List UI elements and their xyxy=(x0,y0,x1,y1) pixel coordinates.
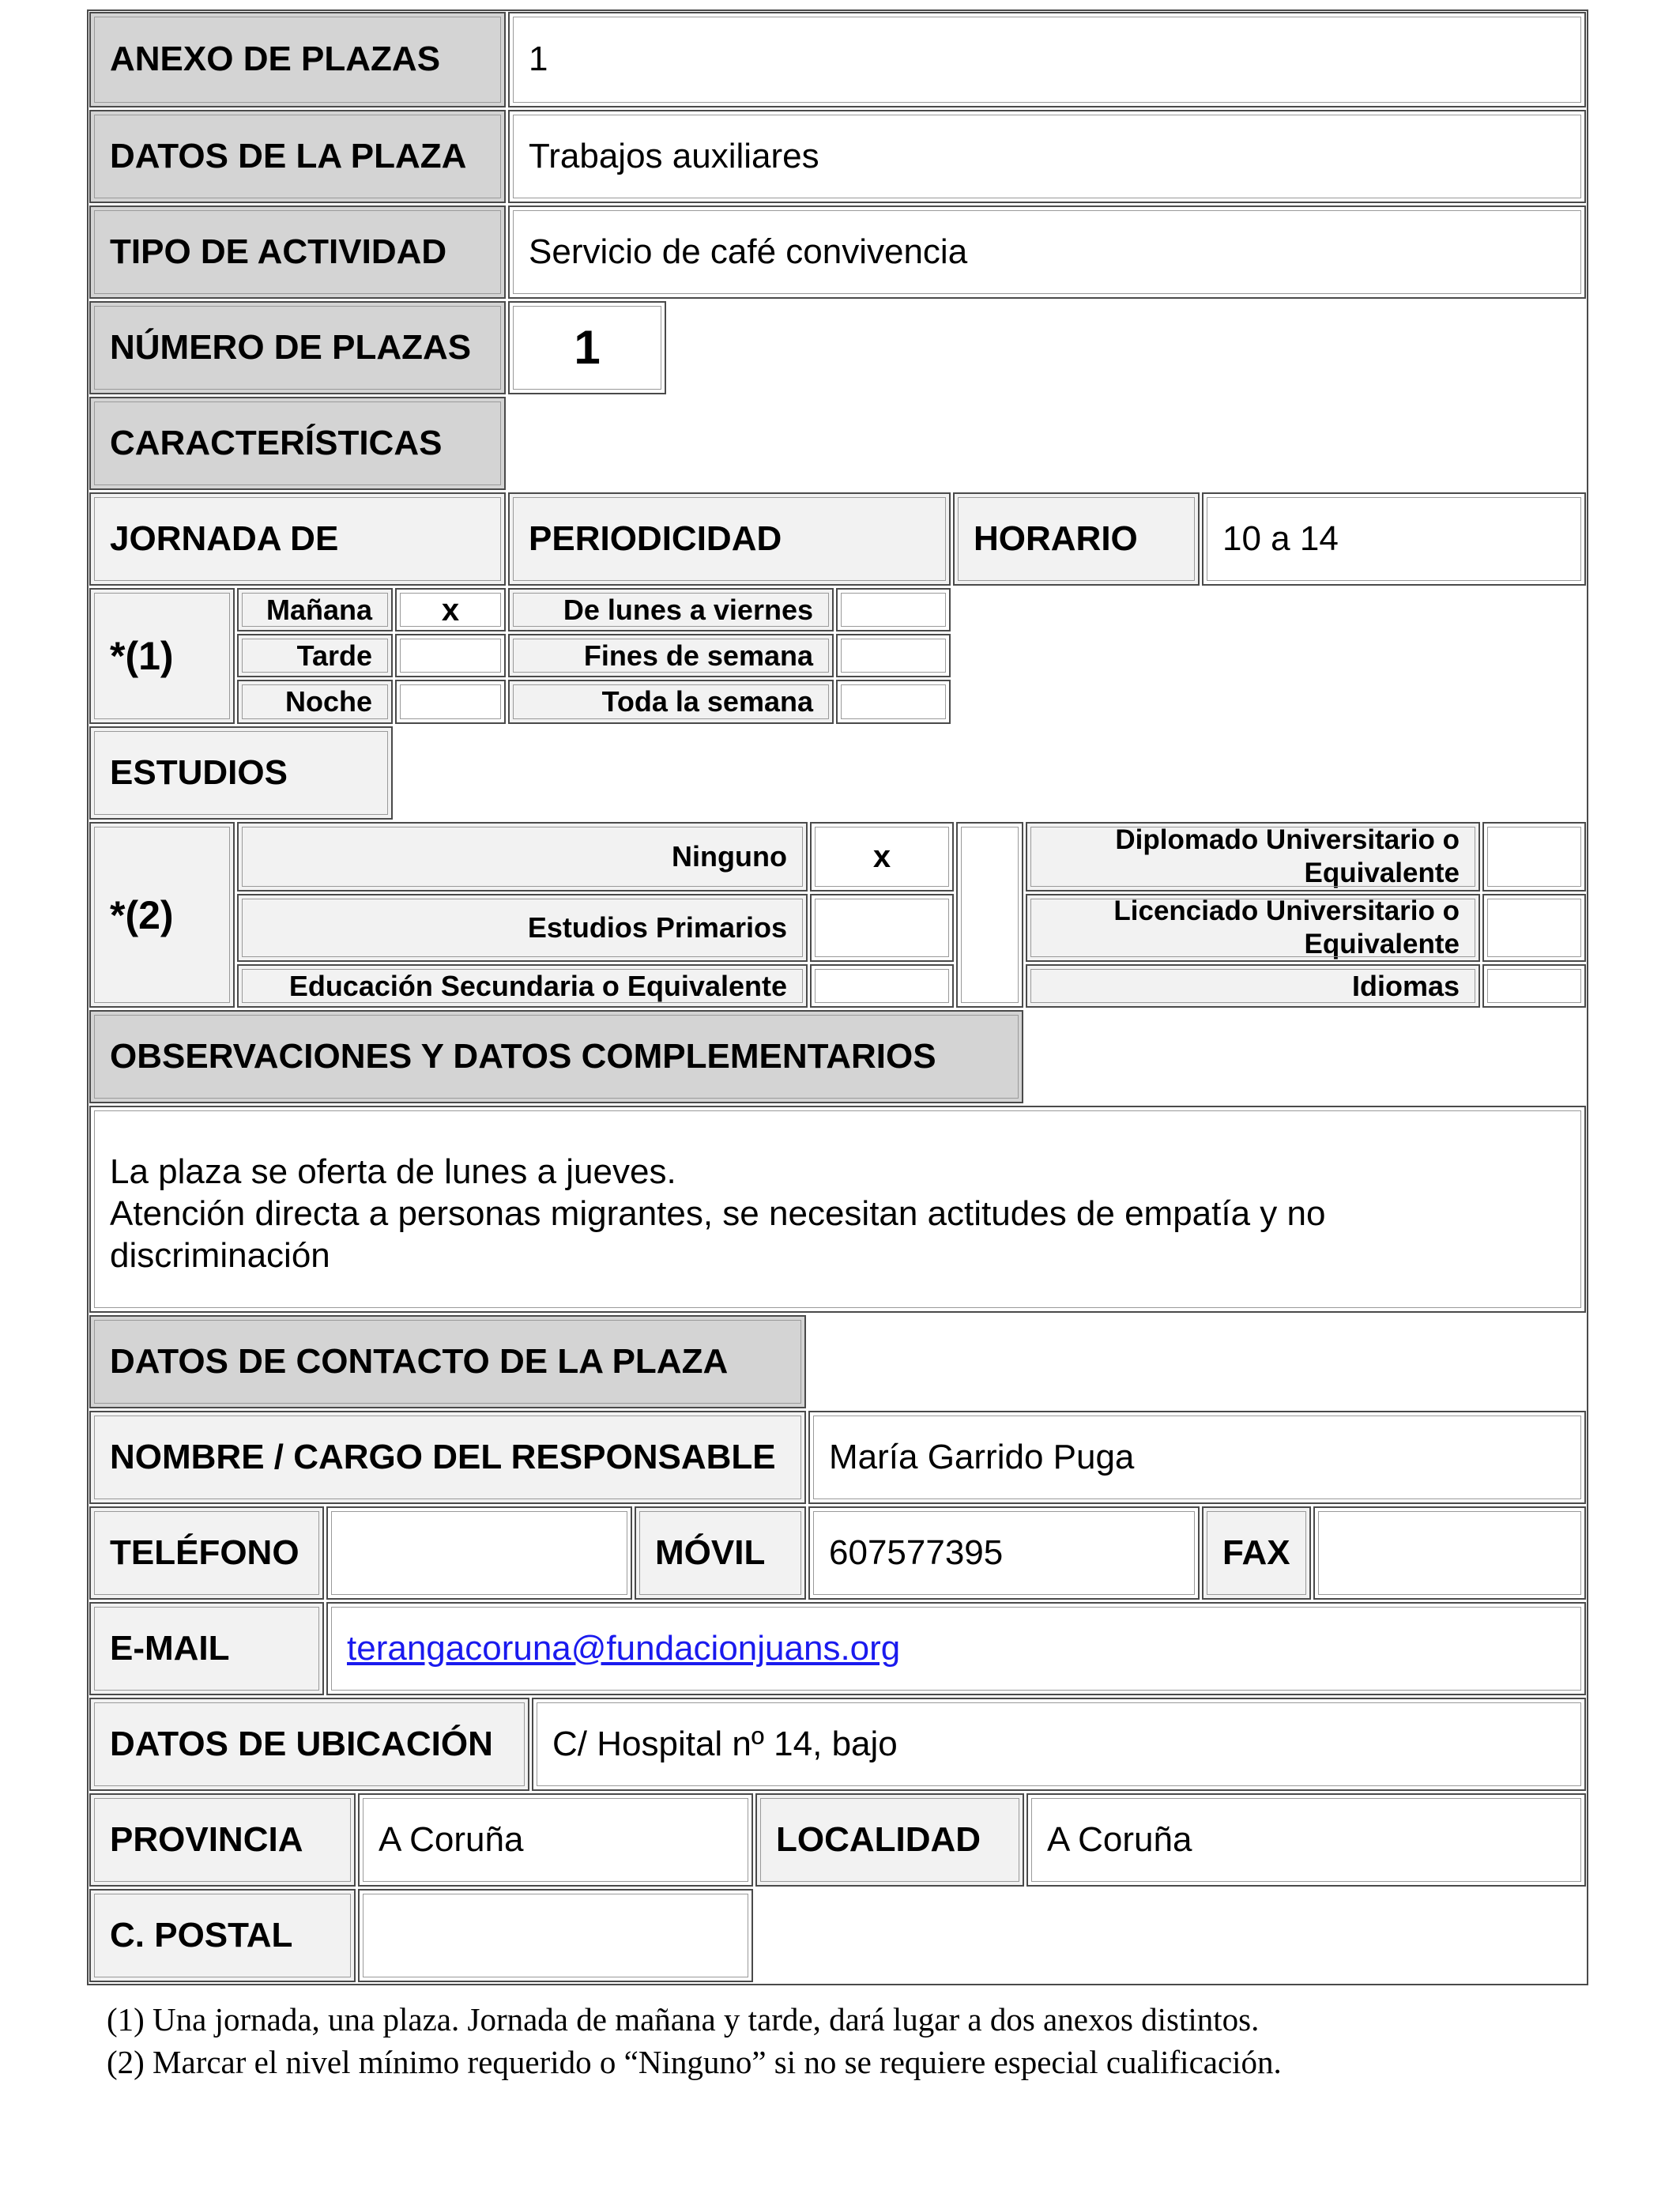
fax-label xyxy=(1202,1506,1311,1600)
email-label xyxy=(89,1602,324,1695)
jornada-label xyxy=(89,492,506,586)
estudios-note-ref xyxy=(89,822,235,1008)
telefono-label-text: TELÉFONO xyxy=(110,1532,299,1572)
responsable-label xyxy=(89,1411,806,1504)
estudios-diplomado-text xyxy=(1115,824,1460,890)
turno-noche-text: Noche xyxy=(284,685,372,718)
movil-value[interactable] xyxy=(808,1506,1200,1600)
tipo-actividad-label xyxy=(89,205,506,299)
periodo-lunes-viernes-checkbox[interactable] xyxy=(836,588,951,631)
horario-label xyxy=(953,492,1200,586)
periodo-toda-semana-label xyxy=(508,680,834,724)
observaciones-label-text: OBSERVACIONES Y DATOS COMPLEMENTARIOS xyxy=(110,1036,936,1076)
estudios-licenciado-label xyxy=(1026,894,1480,962)
estudios-secundaria-text: Educación Secundaria o Equivalente xyxy=(288,969,787,1002)
estudios-licenciado-line2: Equivalente xyxy=(1304,929,1460,959)
email-label-text: E-MAIL xyxy=(110,1628,230,1668)
estudios-secundaria-label xyxy=(237,964,808,1008)
ubicacion-label-text: DATOS DE UBICACIÓN xyxy=(110,1724,493,1763)
anexo-label xyxy=(89,12,506,107)
observaciones-line1: La plaza se oferta de lunes a jueves. xyxy=(110,1152,676,1191)
jornada-label-text: JORNADA DE xyxy=(110,518,339,558)
observaciones-label xyxy=(89,1010,1023,1103)
anexo-label-text: ANEXO DE PLAZAS xyxy=(110,40,441,79)
movil-label xyxy=(635,1506,806,1600)
datos-plaza-label-text: DATOS DE LA PLAZA xyxy=(110,136,467,175)
observaciones-line3: discriminación xyxy=(110,1235,330,1275)
turno-manana-text: Mañana xyxy=(266,593,372,626)
fax-label-text: FAX xyxy=(1222,1532,1290,1572)
estudios-diplomado-line2: Equivalente xyxy=(1304,858,1460,888)
estudios-diplomado-label xyxy=(1026,822,1480,892)
footnote-2: (2) Marcar el nivel mínimo requerido o “Ninguno” si no se requiere especial cualificación. xyxy=(107,2044,1282,2080)
localidad-value-text: A Coruña xyxy=(1047,1819,1192,1859)
periodo-fines-semana-text: Fines de semana xyxy=(583,639,813,672)
periodo-toda-semana-checkbox[interactable] xyxy=(836,680,951,724)
tipo-actividad-label-text: TIPO DE ACTIVIDAD xyxy=(110,232,447,271)
estudios-spacer-cell xyxy=(956,822,1023,1008)
numero-plazas-label xyxy=(89,301,506,394)
anexo-value[interactable] xyxy=(508,12,1586,107)
estudios-primarios-label xyxy=(237,894,808,962)
turno-tarde-label xyxy=(237,634,393,677)
tipo-actividad-value[interactable] xyxy=(508,205,1586,299)
estudios-licenciado-line1: Licenciado Universitario o xyxy=(1113,895,1460,926)
estudios-licenciado-checkbox[interactable] xyxy=(1482,894,1586,962)
tipo-actividad-value-text: Servicio de café convivencia xyxy=(529,232,968,271)
localidad-value[interactable] xyxy=(1026,1793,1586,1887)
observaciones-text[interactable] xyxy=(89,1106,1586,1313)
provincia-label-text: PROVINCIA xyxy=(110,1819,303,1859)
periodo-fines-semana-checkbox[interactable] xyxy=(836,634,951,677)
cpostal-value[interactable] xyxy=(358,1889,753,1982)
caracteristicas-label-text: CARACTERÍSTICAS xyxy=(110,423,443,462)
periodo-fines-semana-label xyxy=(508,634,834,677)
horario-value[interactable] xyxy=(1202,492,1586,586)
estudios-idiomas-text: Idiomas xyxy=(1351,969,1460,1002)
ubicacion-value-text: C/ Hospital nº 14, bajo xyxy=(552,1724,898,1763)
numero-plazas-label-text: NÚMERO DE PLAZAS xyxy=(110,327,472,367)
turno-tarde-text: Tarde xyxy=(296,639,372,672)
jornada-note-ref-text: *(1) xyxy=(110,634,174,678)
turno-noche-checkbox[interactable] xyxy=(395,680,506,724)
email-link[interactable]: terangacoruna@fundacionjuans.org xyxy=(347,1628,901,1668)
footnote-1: (1) Una jornada, una plaza. Jornada de mañana y tarde, dará lugar a dos anexos distintos. xyxy=(107,2001,1260,2038)
observaciones-body xyxy=(110,1152,1325,1276)
datos-plaza-value[interactable] xyxy=(508,110,1586,203)
estudios-label xyxy=(89,726,393,820)
localidad-label-text: LOCALIDAD xyxy=(776,1819,981,1859)
provincia-value[interactable] xyxy=(358,1793,753,1887)
datos-plaza-value-text: Trabajos auxiliares xyxy=(529,136,819,175)
estudios-label-text: ESTUDIOS xyxy=(110,752,288,792)
estudios-ninguno-text: Ninguno xyxy=(672,840,787,873)
horario-label-text: HORARIO xyxy=(974,518,1138,558)
anexo-value-text: 1 xyxy=(529,40,548,79)
turno-manana-mark: x xyxy=(441,592,460,628)
ubicacion-label xyxy=(89,1698,529,1791)
movil-label-text: MÓVIL xyxy=(655,1532,766,1572)
fax-value[interactable] xyxy=(1313,1506,1586,1600)
provincia-value-text: A Coruña xyxy=(379,1819,524,1859)
estudios-ninguno-mark: x xyxy=(872,839,891,874)
horario-value-text: 10 a 14 xyxy=(1222,518,1339,558)
estudios-idiomas-label xyxy=(1026,964,1480,1008)
estudios-secundaria-checkbox[interactable] xyxy=(810,964,954,1008)
cpostal-label xyxy=(89,1889,356,1982)
cpostal-label-text: C. POSTAL xyxy=(110,1915,293,1955)
estudios-ninguno-checkbox[interactable] xyxy=(810,822,954,892)
turno-noche-label xyxy=(237,680,393,724)
periodicidad-label-text: PERIODICIDAD xyxy=(529,518,782,558)
turno-manana-label xyxy=(237,588,393,631)
estudios-idiomas-checkbox[interactable] xyxy=(1482,964,1586,1008)
periodicidad-label xyxy=(508,492,951,586)
numero-plazas-value[interactable] xyxy=(508,301,666,394)
contacto-label-text: DATOS DE CONTACTO DE LA PLAZA xyxy=(110,1341,729,1381)
periodo-lunes-viernes-text: De lunes a viernes xyxy=(563,593,813,626)
estudios-note-ref-text: *(2) xyxy=(110,892,174,937)
contacto-label xyxy=(89,1315,806,1408)
datos-plaza-label xyxy=(89,110,506,203)
email-value[interactable] xyxy=(326,1602,1586,1695)
turno-tarde-checkbox[interactable] xyxy=(395,634,506,677)
responsable-label-text: NOMBRE / CARGO DEL RESPONSABLE xyxy=(110,1437,776,1476)
provincia-label xyxy=(89,1793,356,1887)
movil-value-text: 607577395 xyxy=(829,1532,1004,1572)
ubicacion-value[interactable] xyxy=(532,1698,1586,1791)
estudios-diplomado-checkbox[interactable] xyxy=(1482,822,1586,892)
observaciones-line2: Atención directa a personas migrantes, se necesitan actitudes de empatía y no xyxy=(110,1193,1326,1233)
periodo-lunes-viernes-label xyxy=(508,588,834,631)
estudios-licenciado-text xyxy=(1113,895,1460,961)
estudios-primarios-checkbox[interactable] xyxy=(810,894,954,962)
footnotes xyxy=(107,1998,1282,2083)
telefono-value[interactable] xyxy=(326,1506,632,1600)
estudios-ninguno-label xyxy=(237,822,808,892)
estudios-primarios-text: Estudios Primarios xyxy=(527,911,787,944)
jornada-note-ref xyxy=(89,588,235,724)
periodo-toda-semana-text: Toda la semana xyxy=(601,685,813,718)
caracteristicas-label xyxy=(89,397,506,490)
responsable-value[interactable] xyxy=(808,1411,1586,1504)
telefono-label xyxy=(89,1506,324,1600)
responsable-value-text: María Garrido Puga xyxy=(829,1437,1135,1476)
turno-manana-checkbox[interactable] xyxy=(395,588,506,631)
numero-plazas-value-text: 1 xyxy=(574,321,601,374)
estudios-diplomado-line1: Diplomado Universitario o xyxy=(1115,824,1460,855)
localidad-label xyxy=(755,1793,1024,1887)
